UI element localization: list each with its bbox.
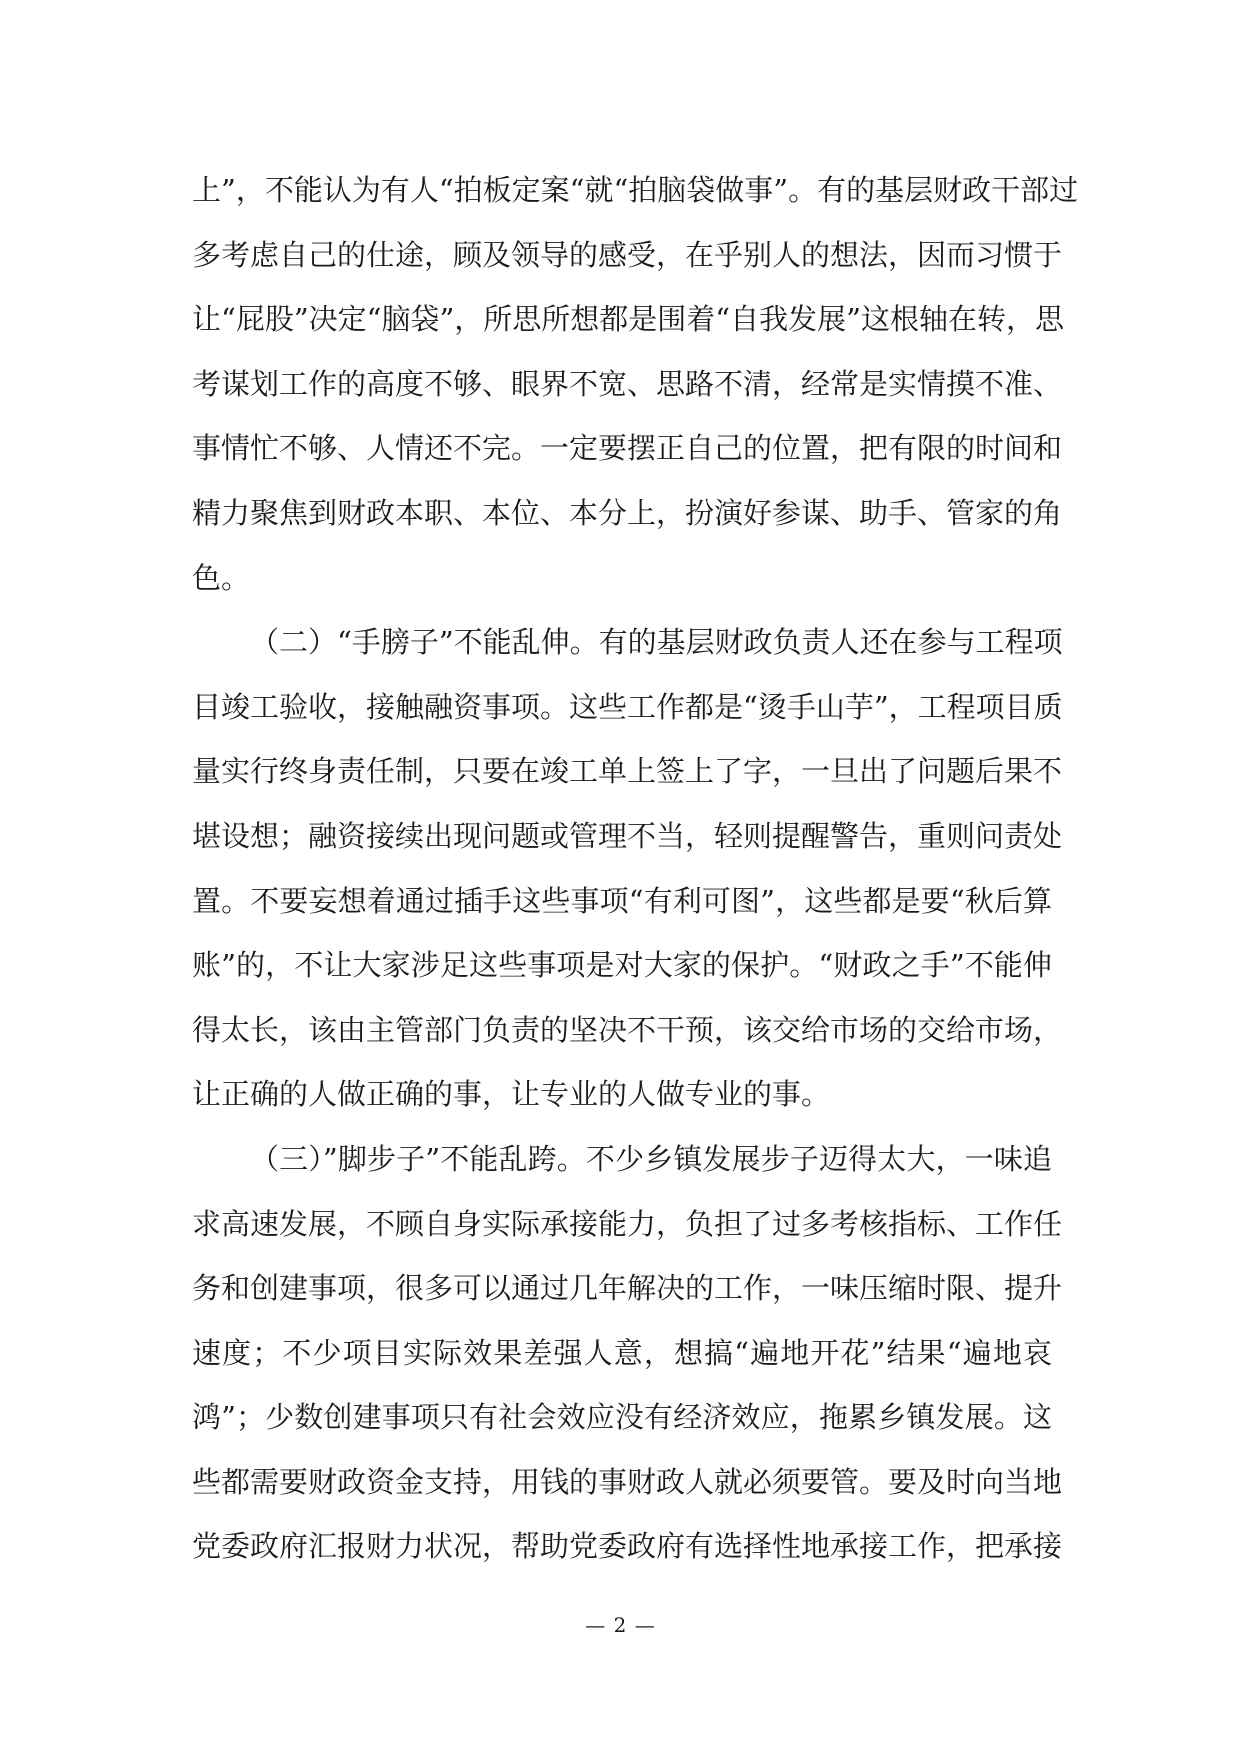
paragraph-2-line-5: 置。不要妄想着通过插手这些事项“有利可图”，这些都是要“秋后算 bbox=[192, 883, 1052, 918]
paragraph-1-line-2: 多考虑自己的仕途，顾及领导的感受，在乎别人的想法，因而习惯于 bbox=[192, 237, 1063, 272]
paragraph-2-line-1: （二）“手膀子”不能乱伸。有的基层财政负责人还在参与工程项 bbox=[250, 625, 1063, 660]
paragraph-1-line-3: 让“屁股”决定“脑袋”，所思所想都是围着“自我发展”这根轴在转，思 bbox=[192, 302, 1064, 337]
paragraph-2-line-8: 让正确的人做正确的事，让专业的人做专业的事。 bbox=[192, 1077, 831, 1112]
paragraph-2-line-6: 账”的，不让大家涉足这些事项是对大家的保护。“财政之手”不能伸 bbox=[192, 948, 1052, 983]
paragraph-2-line-4: 堪设想；融资接续出现问题或管理不当，轻则提醒警告，重则问责处 bbox=[192, 818, 1063, 853]
paragraph-3-line-2: 求高速发展，不顾自身实际承接能力，负担了过多考核指标、工作任 bbox=[192, 1206, 1063, 1241]
paragraph-2-line-3: 量实行终身责任制，只要在竣工单上签上了字，一旦出了问题后果不 bbox=[192, 754, 1063, 789]
paragraph-1-line-4: 考谋划工作的高度不够、眼界不宽、思路不清，经常是实情摸不准、 bbox=[192, 366, 1063, 401]
paragraph-1-line-1: 上”，不能认为有人“拍板定案“就“拍脑袋做事”。有的基层财政干部过 bbox=[192, 173, 1079, 207]
paragraph-3-line-3: 务和创建事项，很多可以通过几年解决的工作，一味压缩时限、提升 bbox=[192, 1271, 1063, 1306]
paragraph-1-line-6: 精力聚焦到财政本职、本位、本分上，扮演好参谋、助手、管家的角 bbox=[192, 495, 1063, 530]
paragraph-2-line-7: 得太长，该由主管部门负责的坚决不干预，该交给市场的交给市场， bbox=[192, 1012, 1063, 1047]
page-number: — 2 — bbox=[585, 1613, 656, 1637]
paragraph-3-line-1: （三）”脚步子”不能乱跨。不少乡镇发展步子迈得太大，一味追 bbox=[250, 1141, 1052, 1176]
document-body bbox=[192, 158, 1079, 1579]
paragraph-3-line-4: 速度；不少项目实际效果差强人意，想搞“遍地开花”结果“遍地哀 bbox=[192, 1335, 1052, 1370]
paragraph-1-line-5: 事情忙不够、人情还不完。一定要摆正自己的位置，把有限的时间和 bbox=[192, 431, 1063, 466]
paragraph-3-line-7: 党委政府汇报财力状况，帮助党委政府有选择性地承接工作，把承接 bbox=[192, 1529, 1063, 1564]
paragraph-1-line-7: 色。 bbox=[192, 560, 251, 595]
paragraph-2-line-2: 目竣工验收，接触融资事项。这些工作都是“烫手山芋”，工程项目质 bbox=[192, 689, 1063, 724]
paragraph-3-line-6: 些都需要财政资金支持，用钱的事财政人就必须要管。要及时向当地 bbox=[192, 1464, 1063, 1499]
paragraph-3-line-5: 鸿”；少数创建事项只有社会效应没有经济效应，拖累乡镇发展。这 bbox=[192, 1400, 1052, 1435]
